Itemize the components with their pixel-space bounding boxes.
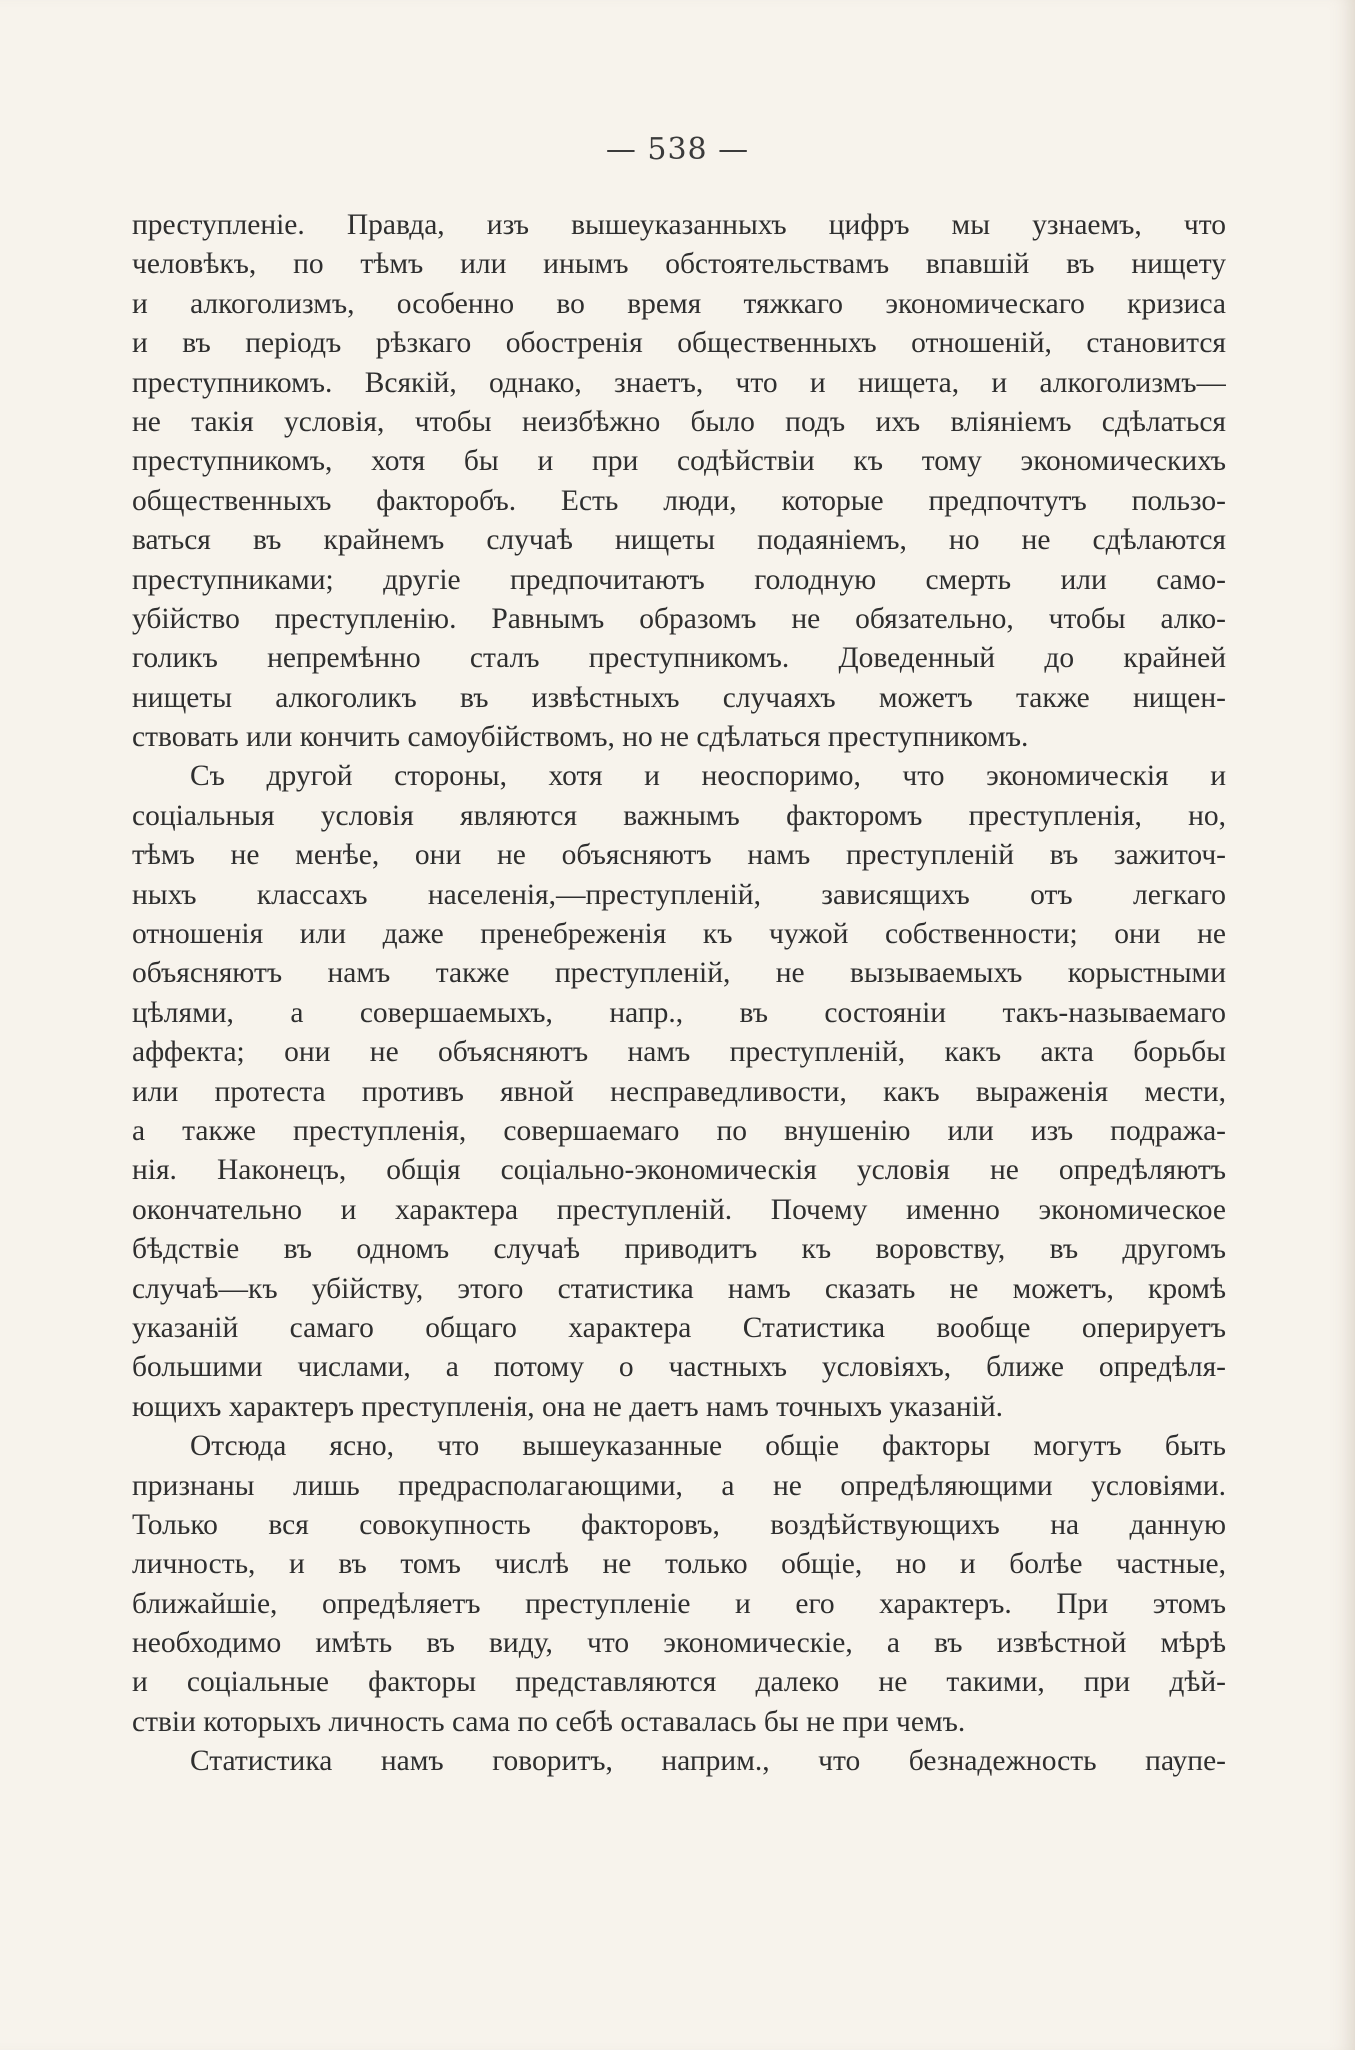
text-line: соціальныя условія являются важнымъ факторомъ преступленія, но, — [132, 799, 1226, 832]
text-line: не такія условія, чтобы неизбѣжно было подъ ихъ вліяніемъ сдѣлаться — [132, 405, 1226, 438]
text-line: человѣкъ, по тѣмъ или инымъ обстоятельствамъ впавшій въ нищету — [132, 248, 1226, 281]
text-line: ющихъ характеръ преступленія, она не даетъ намъ точныхъ указаній. — [132, 1390, 1003, 1423]
text-line: Съ другой стороны, хотя и неоспоримо, что экономическія и — [190, 760, 1226, 793]
text-line: общественныхъ факторобъ. Есть люди, которые предпочтутъ пользо- — [132, 484, 1226, 517]
text-line: нія. Наконецъ, общія соціально-экономическія условія не опредѣляютъ — [132, 1154, 1226, 1187]
page-number: — 538 — — [605, 132, 750, 167]
text-line: отношенія или даже пренебреженія къ чужой собственности; они не — [132, 918, 1226, 951]
body-text — [132, 206, 1226, 1782]
text-line: преступниками; другіе предпочитаютъ голодную смерть или само- — [132, 563, 1226, 596]
text-line: Отсюда ясно, что вышеуказанные общіе факторы могутъ быть — [190, 1430, 1226, 1463]
text-line: или протеста противъ явной несправедливости, какъ выраженія мести, — [132, 1075, 1226, 1108]
text-line: тѣмъ не менѣе, они не объясняютъ намъ преступленій въ зажиточ- — [132, 839, 1226, 872]
text-line: личность, и въ томъ числѣ не только общіе, но и болѣе частные, — [132, 1548, 1226, 1581]
text-line: бѣдствіе въ одномъ случаѣ приводитъ къ воровству, въ другомъ — [132, 1233, 1226, 1266]
text-line: цѣлями, а совершаемыхъ, напр., въ состояніи такъ-называемаго — [132, 996, 1226, 1029]
text-line: преступленіе. Правда, изъ вышеуказанныхъ цифръ мы узнаемъ, что — [132, 209, 1226, 241]
text-line: преступникомъ. Всякій, однако, знаетъ, что и нищета, и алкоголизмъ— — [132, 366, 1226, 399]
text-line: большими числами, а потому о частныхъ условіяхъ, ближе опредѣля- — [132, 1351, 1226, 1384]
text-line: признаны лишь предрасполагающими, а не опредѣляющими условіями. — [132, 1469, 1226, 1502]
text-line: и алкоголизмъ, особенно во время тяжкаго экономическаго кризиса — [132, 287, 1226, 320]
text-line: ствовать или кончить самоубійствомъ, но не сдѣлаться преступникомъ. — [132, 721, 1029, 754]
text-line: ствіи которыхъ личность сама по себѣ оставалась бы не при чемъ. — [132, 1705, 966, 1738]
text-line: Статистика намъ говоритъ, наприм., что безнадежность паупе- — [190, 1745, 1226, 1778]
text-line: и соціальные факторы представляются далеко не такими, при дѣй- — [132, 1666, 1226, 1699]
text-line: Только вся совокупность факторовъ, воздѣйствующихъ на данную — [132, 1508, 1226, 1541]
text-line: необходимо имѣть въ виду, что экономическіе, а въ извѣстной мѣрѣ — [132, 1627, 1226, 1660]
text-line: убійство преступленію. Равнымъ образомъ не обязательно, чтобы алко- — [132, 602, 1226, 635]
text-line: объясняютъ намъ также преступленій, не вызываемыхъ корыстными — [132, 957, 1226, 990]
text-line: аффекта; они не объясняютъ намъ преступленій, какъ акта борьбы — [132, 1036, 1226, 1069]
text-line: а также преступленія, совершаемаго по внушенію или изъ подража- — [132, 1114, 1226, 1147]
text-line: окончательно и характера преступленій. Почему именно экономическое — [132, 1193, 1226, 1226]
text-line: ныхъ классахъ населенія,—преступленій, зависящихъ отъ легкаго — [132, 878, 1226, 911]
text-line: ближайшіе, опредѣляетъ преступленіе и его характеръ. При этомъ — [132, 1587, 1226, 1620]
text-line: случаѣ—къ убійству, этого статистика намъ сказать не можетъ, кромѣ — [132, 1272, 1226, 1305]
text-line: и въ періодъ рѣзкаго обостренія общественныхъ отношеній, становится — [132, 327, 1226, 360]
text-line: преступникомъ, хотя бы и при содѣйствіи къ тому экономическихъ — [132, 445, 1226, 478]
text-line: голикъ непремѣнно сталъ преступникомъ. Доведенный до крайней — [132, 642, 1226, 675]
text-line: нищеты алкоголикъ въ извѣстныхъ случаяхъ можетъ также нищен- — [132, 681, 1226, 714]
text-line: указаній самаго общаго характера Статистика вообще оперируетъ — [132, 1311, 1226, 1344]
text-line: ваться въ крайнемъ случаѣ нищеты подаяніемъ, но не сдѣлаются — [132, 524, 1226, 557]
